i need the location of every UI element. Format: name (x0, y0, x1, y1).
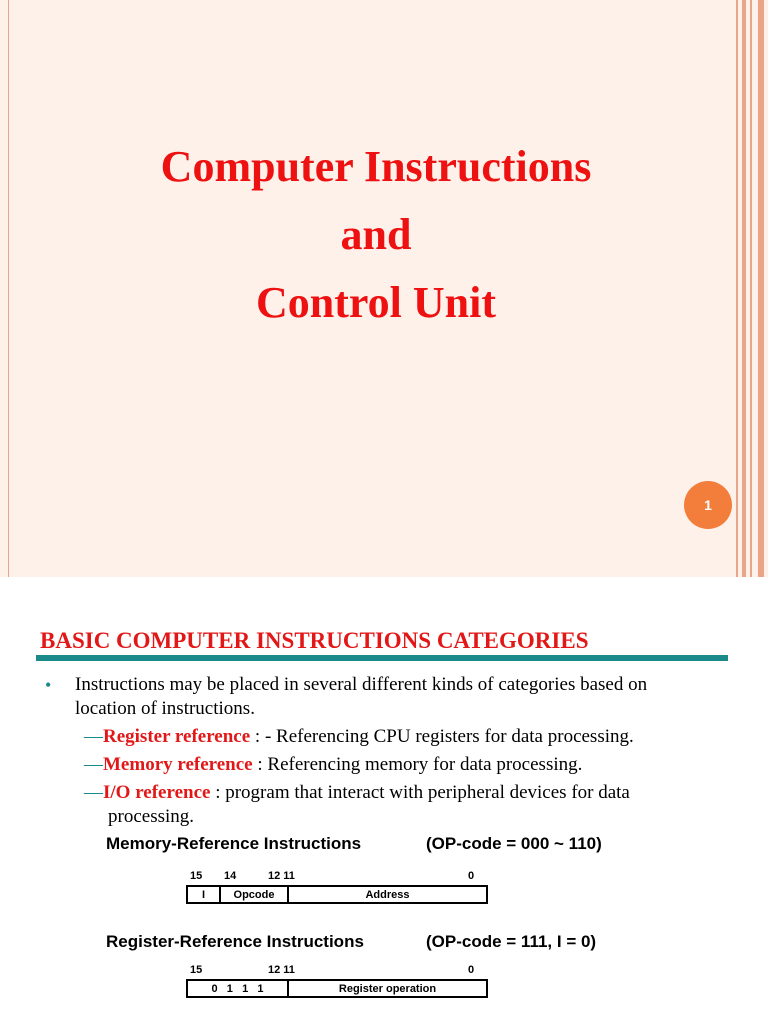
register-ref-title: Register-Reference Instructions (106, 932, 364, 951)
field-i: I (188, 887, 221, 902)
heading-rule (36, 655, 728, 661)
bit-label-15: 15 (190, 870, 203, 882)
dash-icon: — (84, 726, 103, 747)
bit-label-14: 14 (224, 870, 237, 882)
slide-title-line1: Computer Instructions (160, 142, 592, 191)
slide-title-line2: and (340, 210, 412, 259)
category-desc: : program that interact with peripheral devices for data (210, 782, 630, 803)
category-io-continuation: processing. (108, 806, 195, 827)
dash-icon: — (84, 782, 103, 803)
register-ref-opcode: (OP-code = 111, I = 0) (426, 932, 597, 951)
bit-label-0: 0 (468, 870, 475, 882)
category-memory (84, 753, 582, 777)
bit-label-0: 0 (468, 964, 475, 976)
intro-text-line2: location of instructions. (75, 698, 255, 719)
slide-title-line3: Control Unit (256, 278, 496, 327)
bit-label-15: 15 (190, 964, 203, 976)
field-register-operation: Register operation (338, 982, 437, 995)
right-accent-line (758, 0, 764, 577)
page-number-badge: 1 (684, 481, 732, 529)
bullet-icon: • (45, 675, 52, 695)
register-ref-format (186, 979, 488, 998)
field-opcode: Opcode (221, 887, 289, 902)
field-opcode-bits: 0 1 1 1 (188, 981, 289, 996)
memory-ref-title: Memory-Reference Instructions (106, 834, 362, 853)
category-io (84, 781, 630, 805)
category-desc: : - Referencing CPU registers for data processing. (250, 726, 634, 747)
category-term: Memory reference (103, 754, 253, 775)
slide-heading: BASIC COMPUTER INSTRUCTIONS CATEGORIES (40, 628, 589, 653)
dash-icon: — (84, 754, 103, 775)
content-slide (0, 599, 768, 1024)
category-term: I/O reference (103, 782, 211, 803)
memory-ref-format (186, 885, 488, 904)
memory-ref-opcode: (OP-code = 000 ~ 110) (426, 834, 602, 853)
category-desc: : Referencing memory for data processing. (252, 754, 583, 775)
bit-label-12-11: 12 11 (268, 964, 295, 976)
category-term: Register reference (103, 726, 251, 747)
category-register (84, 725, 634, 749)
slide-gap (0, 577, 768, 599)
bit-label-12-11: 12 11 (268, 870, 295, 882)
intro-text-line1: Instructions may be placed in several different kinds of categories based on (75, 674, 648, 695)
field-address: Address (365, 888, 410, 901)
